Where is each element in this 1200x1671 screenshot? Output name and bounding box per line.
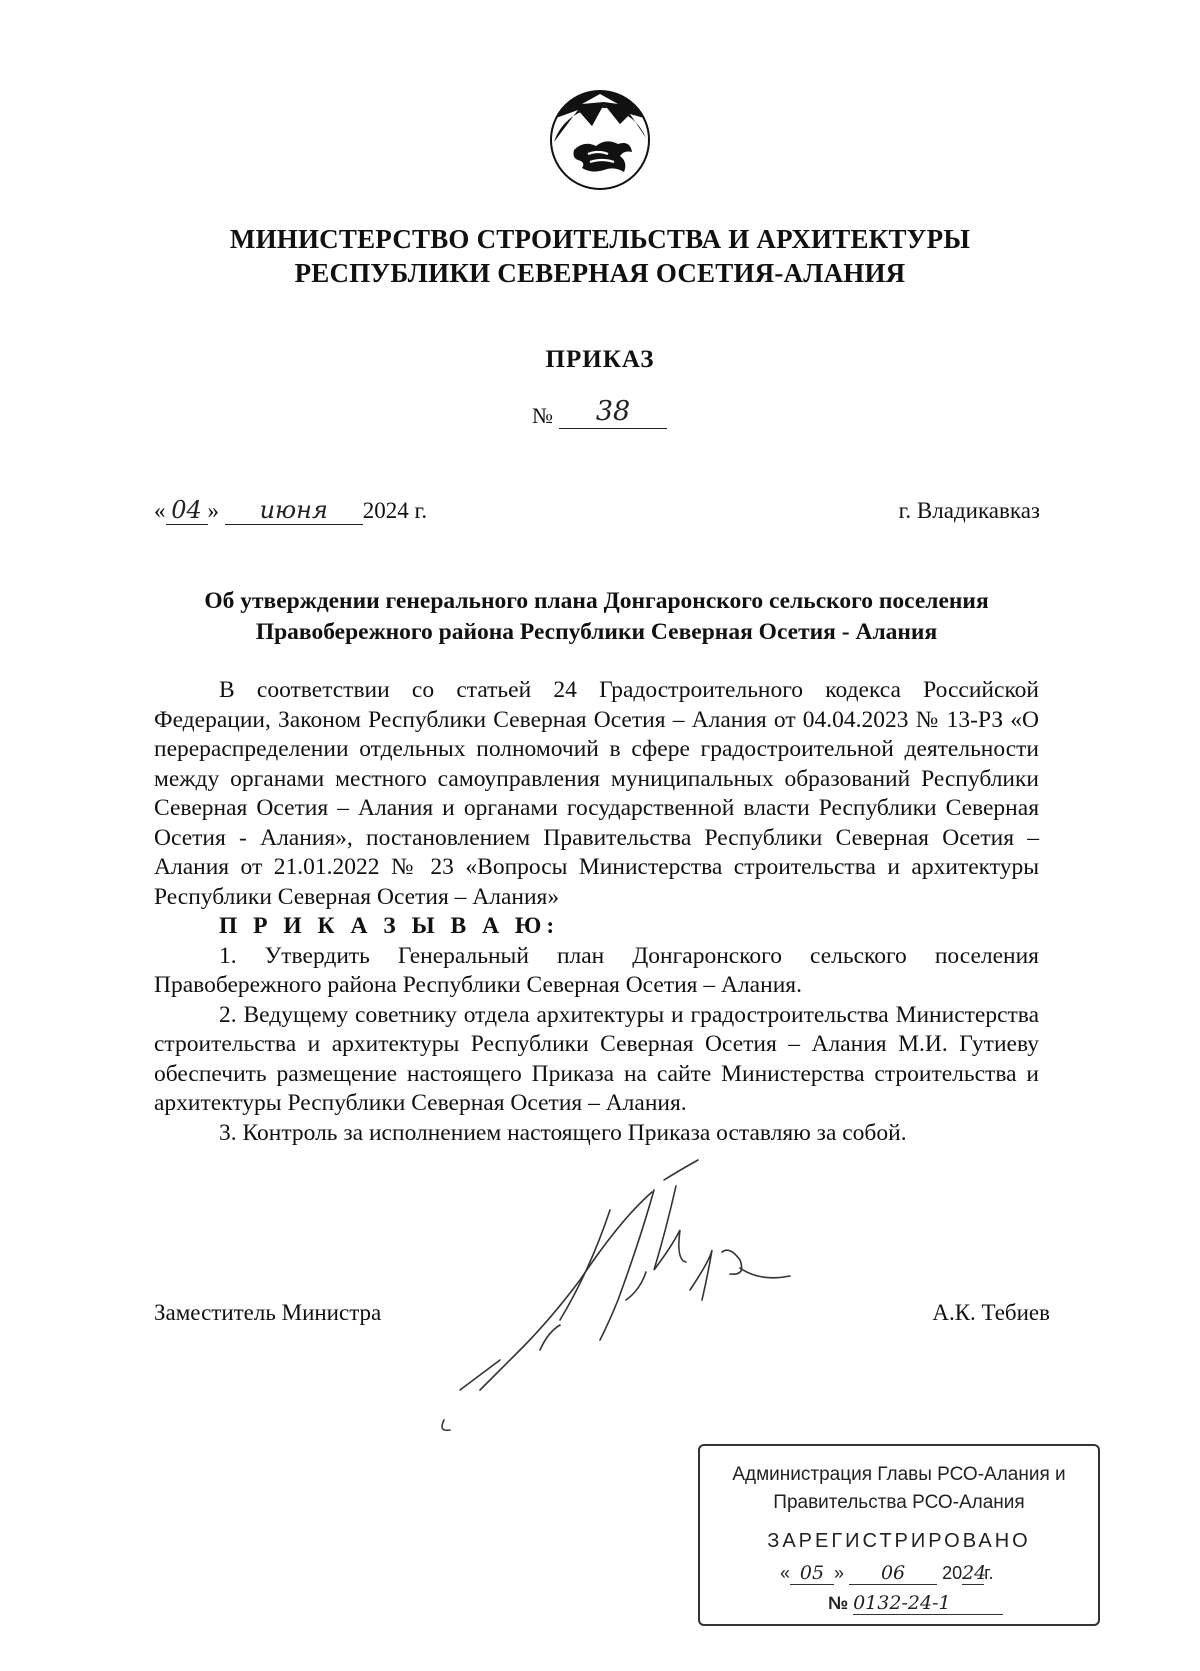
order-item-2: 2. Ведущему советнику отдела архитектуры и градостроительства Министерства строительства и архитектуры Республики Северная Осетия – Алания М.И. Гутиеву обеспечить размещение настоящего Приказа на сайте Министерства строительства и архитектуры Республики Северная Осетия – Алания.: [154, 1001, 1039, 1116]
ordering-heading: П Р И К А З Ы В А Ю:: [219, 913, 560, 939]
stamp-date-open-quote: «: [780, 1563, 791, 1583]
date-open-quote: «: [154, 498, 166, 523]
order-number-field: [559, 396, 667, 429]
stamp-year-suffix: 24: [962, 1562, 987, 1584]
date-month-field: [225, 496, 363, 525]
stamp-year-unit: г.: [984, 1563, 994, 1583]
order-subject: [154, 586, 1039, 648]
ministry-name-line2: РЕСПУБЛИКИ СЕВЕРНАЯ ОСЕТИЯ-АЛАНИЯ: [294, 258, 906, 288]
stamp-registered: ЗАРЕГИСТРИРОВАНО: [767, 1530, 1031, 1552]
order-number: [532, 396, 667, 429]
date-close-quote: »: [207, 498, 219, 523]
stamp-month-field: [849, 1562, 937, 1585]
order-title: ПРИКАЗ: [545, 346, 655, 373]
date-day-field: [166, 496, 208, 525]
stamp-day: 05: [799, 1562, 825, 1584]
order-item-3: 3. Контроль за исполнением настоящего Приказа оставляю за собой.: [219, 1119, 907, 1146]
number-sign: №: [532, 403, 553, 428]
stamp-number-sign: №: [828, 1593, 849, 1613]
stamp-year-prefix: 20: [942, 1563, 963, 1583]
order-date: [154, 496, 427, 525]
stamp-day-field: [790, 1562, 834, 1585]
city: г. Владикавказ: [898, 498, 1040, 523]
date-day: 04: [171, 496, 202, 524]
order-body: [154, 676, 1039, 1148]
stamp-line2: Правительства РСО-Алания: [773, 1492, 1025, 1513]
stamp-number-field: [853, 1592, 1003, 1615]
subject-line2: Правобережного района Республики Северная Осетия - Алания: [255, 619, 938, 645]
subject-line1: Об утверждении генерального плана Донгаронского сельского поселения: [204, 588, 989, 614]
stamp-number: [828, 1592, 1003, 1615]
coat-of-arms-emblem: [548, 88, 652, 192]
stamp-line1: Администрация Главы РСО-Алания и: [732, 1464, 1066, 1485]
preamble-paragraph: В соответствии со статьей 24 Градостроительного кодекса Российской Федерации, Законом Республики Северная Осетия – Алания от 04.04.2023 № 13-РЗ «О перераспределении отдельных полномочий в сфере градостроительной деятельности между органами местного самоуправления муниципальных образований Республики Северная Осетия – Алания и органами государственной власти Республики Северная Осетия - Алания», постановлением Правительства Республики Северная Осетия – Алания от 21.01.2022 № 23 «Вопросы Министерства строительства и архитектуры Республики Северная Осетия – Алания»: [154, 677, 1039, 910]
ministry-name-line1: МИНИСТЕРСТВО СТРОИТЕЛЬСТВА И АРХИТЕКТУРЫ: [229, 224, 971, 254]
stamp-month: 06: [880, 1562, 906, 1584]
stamp-date-close-quote: »: [834, 1563, 845, 1583]
stamp-number-value: 0132-24-1: [853, 1592, 951, 1614]
stamp-year-field: [962, 1562, 987, 1585]
signer-position: Заместитель Министра: [154, 1300, 382, 1325]
date-year: 2024 г.: [362, 498, 428, 523]
order-number-value: 38: [595, 396, 631, 427]
registration-stamp: [698, 1444, 1100, 1626]
date-month: июня: [259, 496, 328, 524]
order-item-1: 1. Утвердить Генеральный план Донгаронского сельского поселения Правобережного района Республики Северная Осетия – Алания.: [154, 942, 1039, 998]
signer-name: А.К. Тебиев: [932, 1300, 1050, 1325]
stamp-date: [780, 1562, 993, 1585]
handwritten-signature: [440, 1150, 800, 1440]
